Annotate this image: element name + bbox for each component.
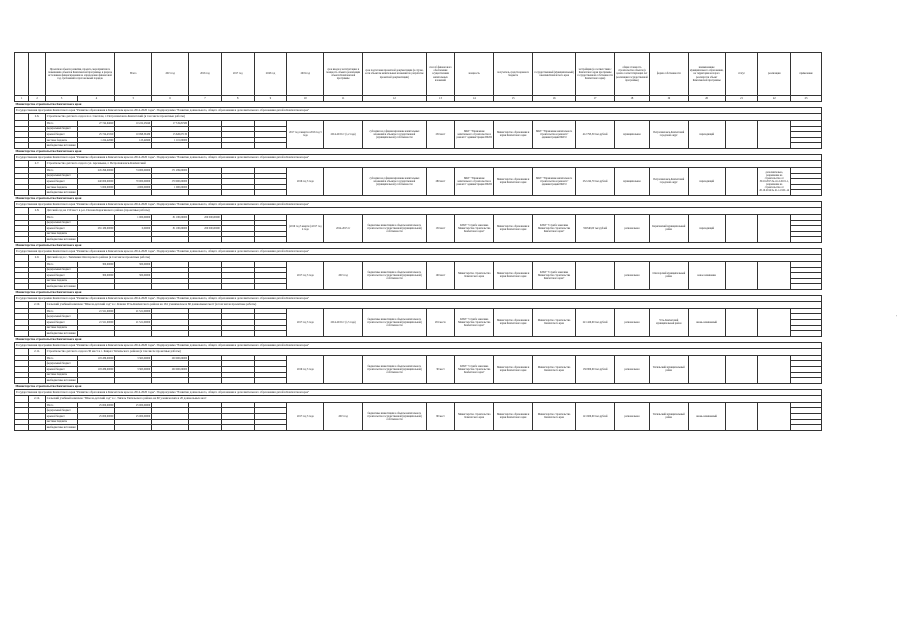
- source-label: Итого: [45, 308, 78, 314]
- value-cell: 25 724,43310: [78, 132, 115, 138]
- attr-status: новое начинание: [688, 261, 725, 289]
- attr-method: субсидии на софинансирование капитальных вложений в объекты государственной (муниципальной) собственности: [363, 121, 426, 149]
- attr-cost: 121 600,00 тыс.рублей: [576, 402, 615, 430]
- value-cell: [115, 425, 152, 431]
- value-cell: 170 000,00000: [152, 179, 189, 185]
- header-row: [15, 53, 822, 96]
- attr-implementation: [725, 355, 758, 383]
- column-number: 17: [576, 96, 615, 102]
- header-cell: получатель средств краевого бюджета: [494, 53, 533, 96]
- value-cell: 15 626,07130: [152, 132, 189, 138]
- source-label: местные бюджеты: [45, 419, 78, 425]
- attr-cost: 156 800,00 тыс.рублей: [576, 355, 615, 383]
- object-row: [15, 114, 822, 121]
- attr-recipient: КГКУ "Служба заказчика Министерства строительства Камчатского края": [455, 308, 494, 336]
- value-cell: 10 098,36180: [115, 132, 152, 138]
- attr-recipient: МКУ "Управление капитального строительства и ремонта" администрации ПКГО: [455, 167, 494, 195]
- attr-recipient: КГКУ "Служба заказчика Министерства строительства Камчатского края": [455, 214, 494, 242]
- attr-design: 2015 год: [324, 261, 363, 289]
- attr-recipient: Министерство строительства Камчатского края: [455, 261, 494, 289]
- attr-implementation: [725, 167, 758, 195]
- header-cell: срок ввода в эксплуатацию и мощность объекта реализации объекта Комплексной программы: [324, 53, 363, 96]
- attr-customer: Министерство образования и науки Камчатского края: [494, 214, 533, 242]
- object-row: [15, 254, 822, 261]
- header-cell: мощность: [455, 53, 494, 96]
- row-blank: [15, 114, 29, 121]
- section-title: Министерство строительства Камчатского края: [15, 148, 822, 154]
- attr-status: переходящий: [688, 121, 725, 149]
- section-title: Министерство строительства Камчатского края: [15, 242, 822, 248]
- attr-note: [758, 355, 791, 383]
- attr-builder: Министерство строительства Камчатского края: [533, 308, 576, 336]
- attr-customer: Министерство образования и науки Камчатского края: [494, 167, 533, 195]
- attr-implementation: [725, 121, 758, 149]
- header-cell: 2016 год: [189, 53, 222, 96]
- row-blank: [15, 425, 29, 431]
- value-cell: 21 521,00000: [78, 308, 115, 314]
- row-blank: [29, 425, 45, 431]
- attr-capacity: 281 место: [426, 308, 455, 336]
- attr-capacity: 30 мест: [426, 355, 455, 383]
- value-cell: 5 000,00000: [78, 184, 115, 190]
- source-label: Итого: [45, 261, 78, 267]
- row-blank: [15, 301, 29, 308]
- object-title: Детский сад в с. Тиличики Олюторского района (в том числе проектные работы): [45, 254, 821, 261]
- attr-status: переходящий: [688, 167, 725, 195]
- section-title: Министерство строительства Камчатского края: [15, 102, 822, 108]
- value-cell: 74 000,00000: [115, 167, 152, 173]
- attr-customer: Министерство образования и науки Камчатского края: [494, 261, 533, 289]
- source-label: федеральный бюджет: [45, 267, 78, 273]
- attr-capacity: 80 мест: [426, 402, 455, 430]
- attr-recipient: КГКУ "Служба заказчика Министерства строительства Камчатского края": [455, 355, 494, 383]
- object-row: [15, 348, 822, 355]
- value-cell: 200 000,00000: [189, 214, 222, 220]
- column-number: 20: [688, 96, 725, 102]
- source-label: краевой бюджет: [45, 367, 78, 373]
- program-title: Государственная программа Камчатского края "Развитие образования в Камчатском крае на 2014-2020 годы". Подпрограмма "Развитие дошкольного, общего образования и дополнительного образования детей в Камчатском крае": [15, 201, 822, 207]
- source-label: федеральный бюджет: [45, 361, 78, 367]
- attr-builder: Министерство строительства Камчатского края: [533, 355, 576, 383]
- value-cell: 1 000,00000: [152, 184, 189, 190]
- program-title: Государственная программа Камчатского края "Развитие образования в Камчатском крае на 2014-2020 годы". Подпрограмма "Развитие дошкольного, общего образования и дополнительного образования детей в Камчатском крае": [15, 108, 822, 114]
- source-label: местные бюджеты: [45, 325, 78, 331]
- value-cell: 171 299,00000: [152, 167, 189, 173]
- object-number: 2.10.: [29, 301, 45, 308]
- attr-note: [758, 308, 791, 336]
- value-cell: 281 180,00000: [78, 226, 115, 232]
- attr-capacity: 100 мест: [426, 261, 455, 289]
- attr-term: 2019 год 3 года: [287, 355, 324, 383]
- column-number: 16: [533, 96, 576, 102]
- program-title: Государственная программа Камчатского края "Развитие образования в Камчатском крае на 2014-2020 годы". Подпрограмма "Развитие дошкольного, общего образования и дополнительного образования детей в Камчатском крае": [15, 248, 822, 254]
- object-title: Детский сад на 150 мест в р.п. Палана Карагинского района (проектные работы): [45, 207, 821, 214]
- attr-ownership: региональная: [615, 402, 650, 430]
- value-cell: 245 299,00000: [78, 167, 115, 173]
- attr-design: 2014-2015 гг (1,5 года): [324, 308, 363, 336]
- source-label: внебюджетные источники: [45, 143, 78, 149]
- attr-note: [758, 214, 791, 242]
- attr-term: 2017 год 3 года: [287, 308, 324, 336]
- section-title: Министерство строительства Камчатского края: [15, 383, 822, 389]
- value-cell: [152, 425, 189, 431]
- attr-implementation: [725, 261, 758, 289]
- value-cell: 25 000,00000: [115, 402, 152, 408]
- attr-municipality: Петропавловск-Камчатский городской округ: [649, 167, 688, 195]
- source-label: федеральный бюджет: [45, 173, 78, 179]
- attr-recipient: МКУ "Управление капитального строительства и ремонта" администрации ПКГО: [455, 121, 494, 149]
- attr-design: 2014-2015 гг: [324, 214, 363, 242]
- attr-method: бюджетные инвестиции в объекты капитального строительства государственной (муниципальной) собственности: [363, 214, 426, 242]
- attr-customer: Министерство образования и науки Камчатского края: [494, 402, 533, 430]
- section-title: Министерство строительства Камчатского края: [15, 289, 822, 295]
- value-cell: 3 365,00000: [115, 355, 152, 361]
- value-cell: 200 000,00000: [189, 226, 222, 232]
- object-title: Строительство детского сада в пос. Светлом, г. Петропавловск-Камчатский (в том числе проектные работы): [45, 114, 821, 121]
- header-cell: 2015 год: [152, 53, 189, 96]
- column-number: 22: [758, 96, 791, 102]
- header-cell: форма собственности: [649, 53, 688, 96]
- source-label: федеральный бюджет: [45, 220, 78, 226]
- attr-note: дополнительно, разрешение на строительство от 30.10.2015 № 41-2-0101-1, разрешение на строительство от 20.10.2014 № 41-1-0101-14: [758, 167, 791, 195]
- value-cell: 4 000,00000: [115, 184, 152, 190]
- source-label: внебюджетные источники: [45, 237, 78, 243]
- value-cell: 21 521,00000: [115, 308, 152, 314]
- object-number: 2.12.: [29, 395, 45, 402]
- attr-recipient: Министерство строительства Камчатского края: [455, 402, 494, 430]
- value-cell: 103 289,00000: [78, 355, 115, 361]
- value-cell: 103 289,00000: [78, 367, 115, 373]
- attr-cost: 332540,00 тыс.рублей: [576, 214, 615, 242]
- object-title: Сельский учебный комплекс "Школа-детский сад" в с. Ключи Усть-Камчатского района на 161 ученическое и 60 дошкольных мест (в том числе проектные работы): [45, 301, 821, 308]
- source-label: краевой бюджет: [45, 414, 78, 420]
- attr-note: [758, 121, 791, 149]
- attr-ownership: региональная: [615, 355, 650, 383]
- source-label: местные бюджеты: [45, 278, 78, 284]
- attr-municipality: Тигильский муниципальный район: [649, 355, 688, 383]
- object-title: Сельский учебный комплекс "Школа-детский сад" в с. Тигиль Тигильского района на 60 ученических и 20 дошкольных мест: [45, 395, 821, 402]
- attr-note: [758, 261, 791, 289]
- value-cell: 1 224,42660: [78, 137, 115, 143]
- attr-customer: Министерство образования и науки Камчатского края: [494, 355, 533, 383]
- value-cell: 25 000,00000: [115, 414, 152, 420]
- value-cell: 25 000,00000: [78, 402, 115, 408]
- attr-ownership: муниципальная: [615, 121, 650, 149]
- source-label: Итого: [45, 355, 78, 361]
- header-cell: общая стоимость строительства объекта (в ценах соответствующих лет реализации государственной программы): [615, 53, 650, 96]
- object-number: 2.7.: [29, 160, 45, 167]
- object-row: [15, 160, 822, 167]
- header-cell: Проектная объекта развития, проекта, мероприятия по повышению объектов Комплексной программы, в разрезе источников финансирования на определение финансовой год, требований в протокольный порядок: [45, 53, 115, 96]
- attr-term: (2019 год 3 квартал) 2017 год 4 года: [287, 214, 324, 242]
- object-row: [15, 207, 822, 214]
- source-label: местные бюджеты: [45, 137, 78, 143]
- header-cell-blank: [29, 53, 45, 96]
- attr-cost: 221 420,00 тыс.рублей: [576, 308, 615, 336]
- value-cell: 100 000,00000: [152, 355, 189, 361]
- object-title: Строительство детского сада по ул. Арсеньева, г. Петропавловск-Камчатский: [45, 160, 821, 167]
- value-cell: 21 521,00000: [78, 320, 115, 326]
- value-cell: 100 000,00000: [152, 367, 189, 373]
- value-cell: 1 000,00000: [115, 214, 152, 220]
- attr-method: бюджетные инвестиции в объекты капитального строительства государственной (муниципальной) собственности: [363, 355, 426, 383]
- header-cell-blank: [15, 53, 29, 96]
- attr-method: субсидии на софинансирование капитальных вложений в объекты государственной (муниципальной) собственности: [363, 167, 426, 195]
- column-number: 15: [494, 96, 533, 102]
- value-cell: [254, 425, 287, 431]
- attr-ownership: региональная: [615, 261, 650, 289]
- section-title: Министерство строительства Камчатского края: [15, 195, 822, 201]
- row-blank: [791, 425, 822, 431]
- attr-municipality: Тигильский муниципальный район: [649, 402, 688, 430]
- value-cell: 240 000,00000: [78, 179, 115, 185]
- column-number: 2: [29, 96, 45, 102]
- column-number: 13: [426, 96, 455, 102]
- attr-implementation: [725, 214, 758, 242]
- source-label: внебюджетные источники: [45, 378, 78, 384]
- column-number: 3: [45, 96, 78, 102]
- investment-table: [14, 52, 822, 431]
- header-cell: 2018 год: [254, 53, 287, 96]
- attr-implementation: [725, 308, 758, 336]
- source-label: местные бюджеты: [45, 184, 78, 190]
- source-label: Итого: [45, 167, 78, 173]
- source-label: Итого: [45, 214, 78, 220]
- attr-status: вновь начинаемый: [688, 402, 725, 430]
- attr-municipality: Усть-Камчатский муниципальный район: [649, 308, 688, 336]
- header-cell: 2019 год: [287, 53, 324, 96]
- attr-design: [324, 167, 363, 195]
- attr-term: 2017 год 3 года: [287, 261, 324, 289]
- column-number: 11: [324, 96, 363, 102]
- row-blank: [15, 395, 29, 402]
- column-number: 19: [649, 96, 688, 102]
- value-cell: 0,00000: [115, 226, 152, 232]
- attr-builder: КГКУ "Служба заказчика Министерства строительства Камчатского края": [533, 214, 576, 242]
- value-cell: 300,00000: [78, 261, 115, 267]
- attr-builder: МКУ "Управление капитального строительства и ремонта" администрации ПКГО: [533, 167, 576, 195]
- attr-builder: Министерство строительства Камчатского края: [533, 402, 576, 430]
- value-cell: [78, 425, 115, 431]
- object-title: Строительство детского сада на 30 мест в с. Каврал Тигильского района (в том числе проектные работы): [45, 348, 821, 355]
- source-label: Итого: [45, 121, 78, 127]
- attr-status: переходящий: [688, 214, 725, 242]
- attr-design: [324, 355, 363, 383]
- program-title: Государственная программа Камчатского края "Развитие образования в Камчатском крае на 2014-2020 годы". Подпрограмма "Развитие дошкольного, общего образования и дополнительного образования детей в Камчатском крае": [15, 154, 822, 160]
- source-label: внебюджетные источники: [45, 331, 78, 337]
- object-number: 2.9.: [29, 254, 45, 261]
- header-cell: государственный (муниципальный) заказчик Камчатского края: [533, 53, 576, 96]
- column-number: 4: [78, 96, 115, 102]
- header-cell: примечание: [791, 53, 822, 96]
- row-blank: [15, 348, 29, 355]
- attr-implementation: [725, 402, 758, 430]
- value-cell: 27 742,04620: [78, 121, 115, 127]
- value-cell: 25 000,00000: [78, 414, 115, 420]
- program-title: Государственная программа Камчатского края "Развитие образования в Камчатском крае на 2014-2020 годы". Подпрограмма "Развитие дошкольного, общего образования и дополнительного образования детей в Камчатском крае": [15, 389, 822, 395]
- attr-method: бюджетные инвестиции в объекты капитального строительства государственной (муниципальной) собственности: [363, 402, 426, 430]
- source-label: местные бюджеты: [45, 231, 78, 237]
- attr-cost: [576, 261, 615, 289]
- source-label: Итого: [45, 402, 78, 408]
- attr-term: 2017 год 4 квартал 2016 год 3 года: [287, 121, 324, 149]
- source-label: краевой бюджет: [45, 320, 78, 326]
- row-blank: [15, 207, 29, 214]
- source-label: краевой бюджет: [45, 226, 78, 232]
- attr-ownership: региональная: [615, 214, 650, 242]
- attr-ownership: муниципальная: [615, 167, 650, 195]
- program-title: Государственная программа Камчатского края "Развитие образования в Камчатском крае на 2014-2020 годы". Подпрограмма "Развитие дошкольного, общего образования и дополнительного образования детей в Камчатском крае": [15, 295, 822, 301]
- attr-municipality: Петропавловск-Камчатский городской округ: [649, 121, 688, 149]
- header-cell: Всего: [115, 53, 152, 96]
- source-label: федеральный бюджет: [45, 408, 78, 414]
- column-number: 7: [189, 96, 222, 102]
- column-number: 18: [615, 96, 650, 102]
- header-cell: срок подготовки проектной документации (в случае, если объектом капитальных вложений по разработке проектной документации): [363, 53, 426, 96]
- attr-term: 2016 год 3 года: [287, 167, 324, 195]
- object-row: [15, 395, 822, 402]
- column-number: 21: [725, 96, 758, 102]
- source-label: внебюджетные источники: [45, 425, 78, 431]
- value-cell: 81 180,00000: [152, 226, 189, 232]
- source-label: местные бюджеты: [45, 372, 78, 378]
- attr-status: вновь начинаемый: [688, 308, 725, 336]
- source-label: краевой бюджет: [45, 179, 78, 185]
- object-number: 2.6.: [29, 114, 45, 121]
- attr-capacity: 150 мест: [426, 214, 455, 242]
- attr-municipality: Олюторский муниципальный район: [649, 261, 688, 289]
- source-label: федеральный бюджет: [45, 314, 78, 320]
- object-number: 2.11.: [29, 348, 45, 355]
- column-number: 12: [363, 96, 426, 102]
- attr-builder: МКУ "Управление капитального строительства и ремонта" администрации ПКГО: [533, 121, 576, 149]
- margin-mark: ': [895, 315, 897, 321]
- column-number: 8: [221, 96, 254, 102]
- attr-design: 2015 год: [324, 402, 363, 430]
- source-label: федеральный бюджет: [45, 126, 78, 132]
- header-cell: застройщик (в соответствии с Камчатского края программы государственной собственности Камчатского края): [576, 53, 615, 96]
- column-number: 14: [455, 96, 494, 102]
- attr-term: 2017 год 3 года: [287, 402, 324, 430]
- value-cell: 1 101,00000: [152, 137, 189, 143]
- value-cell: 123,42660: [115, 137, 152, 143]
- object-row: [15, 301, 822, 308]
- value-cell: [221, 425, 254, 431]
- object-number: 2.8.: [29, 207, 45, 214]
- column-number: 5: [115, 96, 152, 102]
- row-blank: [15, 160, 29, 167]
- attr-customer: Министерство образования и науки Камчатского края: [494, 308, 533, 336]
- source-label: краевой бюджет: [45, 132, 78, 138]
- attr-note: [758, 402, 791, 430]
- value-cell: 21 521,00000: [115, 320, 152, 326]
- attr-builder: КГКУ "Служба заказчика Министерства строительства Камчатского края": [533, 261, 576, 289]
- row-blank: [15, 254, 29, 261]
- attr-status: [688, 355, 725, 383]
- attr-municipality: Карагинский муниципальный район: [649, 214, 688, 242]
- attr-design: 2014-2015 гг (1,2 года): [324, 121, 363, 149]
- header-cell: реализация: [758, 53, 791, 96]
- value-cell: 300,00000: [115, 261, 152, 267]
- program-title: Государственная программа Камчатского края "Развитие образования в Камчатском крае на 2014-2020 годы". Подпрограмма "Развитие дошкольного, общего образования и дополнительного образования детей в Камчатском крае": [15, 342, 822, 348]
- value-cell: 70 000,00000: [115, 179, 152, 185]
- value-cell: 300,00000: [115, 273, 152, 279]
- attr-method: бюджетные инвестиции в объекты капитального строительства государственной (муниципальной) собственности: [363, 261, 426, 289]
- attr-capacity: 280 мест: [426, 167, 455, 195]
- attr-method: бюджетные инвестиции в объекты капитального строительства государственной (муниципальной) собственности: [363, 308, 426, 336]
- attr-cost: 412 793,30 тыс.рублей: [576, 121, 615, 149]
- header-cell: способ финансового обеспечения осуществления капитальных вложений: [426, 53, 455, 96]
- column-number: 6: [152, 96, 189, 102]
- source-label: внебюджетные источники: [45, 190, 78, 196]
- header-cell: 2017 год: [221, 53, 254, 96]
- value-cell: 17 519,81580: [152, 121, 189, 127]
- column-number: 9: [254, 96, 287, 102]
- column-number: 10: [287, 96, 324, 102]
- attr-capacity: 250 мест: [426, 121, 455, 149]
- source-label: внебюджетные источники: [45, 284, 78, 290]
- column-number: 23: [791, 96, 822, 102]
- value-cell: 10 222,23040: [115, 121, 152, 127]
- value-cell: 300,00000: [78, 273, 115, 279]
- attr-cost: 252 242,70 тыс.рублей: [576, 167, 615, 195]
- column-number: 1: [15, 96, 29, 102]
- value-cell: 81 180,00000: [152, 214, 189, 220]
- header-cell: статус: [725, 53, 758, 96]
- attr-customer: Министерство образования и науки Камчатского края: [494, 121, 533, 149]
- document-sheet: [14, 52, 822, 431]
- value-cell: [189, 425, 222, 431]
- section-title: Министерство строительства Камчатского края: [15, 336, 822, 342]
- header-cell: наименование муниципального образования, на территории которого реализуется объект Комплексной программы: [688, 53, 725, 96]
- attr-ownership: региональная: [615, 308, 650, 336]
- value-cell: 3 365,00000: [115, 367, 152, 373]
- source-label: краевой бюджет: [45, 273, 78, 279]
